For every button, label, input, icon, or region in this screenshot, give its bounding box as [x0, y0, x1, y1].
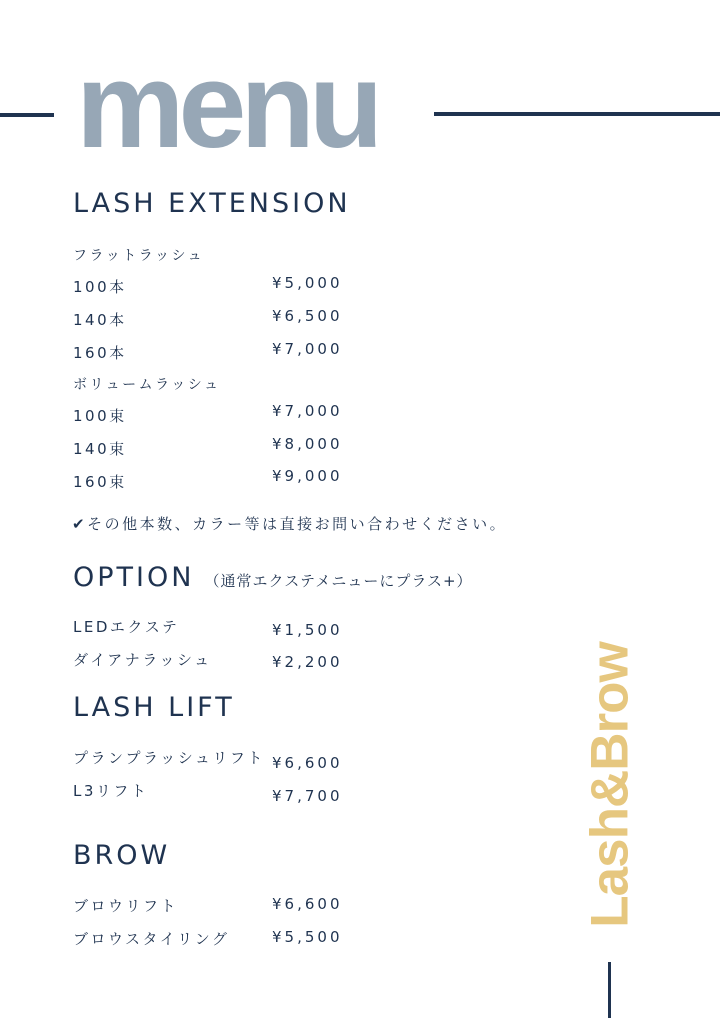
side-brand-label: Lash&Brow [580, 642, 640, 928]
section-heading-lash-extension: LASH EXTENSION [73, 188, 351, 219]
menu-item-label: ブロウリフト [73, 897, 179, 915]
subheading-flat-lash: フラットラッシュ [73, 248, 205, 264]
menu-item-price: ¥6,600 [272, 754, 343, 772]
menu-item-price: ¥6,600 [272, 895, 343, 913]
menu-item-label: 160本 [73, 344, 127, 362]
menu-item-label: プランプラッシュリフト [73, 749, 265, 767]
menu-item-label: 160束 [73, 473, 127, 491]
option-heading-text: OPTION [73, 562, 195, 593]
right-title-rule [434, 112, 720, 116]
menu-item-price: ¥8,000 [272, 435, 343, 453]
section-heading-option [73, 562, 473, 593]
menu-item-label: ダイアナラッシュ [73, 651, 212, 669]
section-heading-brow: BROW [73, 840, 171, 871]
contact-note: ✔その他本数、カラー等は直接お問い合わせください。 [72, 515, 508, 533]
menu-item-price: ¥7,000 [272, 340, 343, 358]
menu-item-price: ¥5,500 [272, 928, 343, 946]
menu-item-label: 140本 [73, 311, 127, 329]
section-heading-lash-lift: LASH LIFT [73, 692, 235, 723]
menu-item-price: ¥7,700 [272, 787, 343, 805]
menu-item-label: 100束 [73, 407, 127, 425]
menu-item-label: LEDエクステ [73, 618, 180, 636]
menu-item-price: ¥7,000 [272, 402, 343, 420]
option-note: （通常エクステメニューにプラス+） [204, 572, 473, 590]
menu-item-price: ¥2,200 [272, 653, 343, 671]
menu-item-price: ¥5,000 [272, 274, 343, 292]
menu-item-price: ¥9,000 [272, 467, 343, 485]
menu-item-price: ¥6,500 [272, 307, 343, 325]
menu-item-label: 140束 [73, 440, 127, 458]
left-title-rule [0, 113, 54, 117]
menu-item-label: L3リフト [73, 782, 149, 800]
page-title: menu [76, 37, 378, 173]
bottom-vertical-rule [608, 962, 611, 1018]
subheading-volume-lash: ボリュームラッシュ [73, 377, 221, 393]
menu-item-label: 100本 [73, 278, 127, 296]
menu-item-label: ブロウスタイリング [73, 930, 230, 948]
menu-item-price: ¥1,500 [272, 621, 343, 639]
